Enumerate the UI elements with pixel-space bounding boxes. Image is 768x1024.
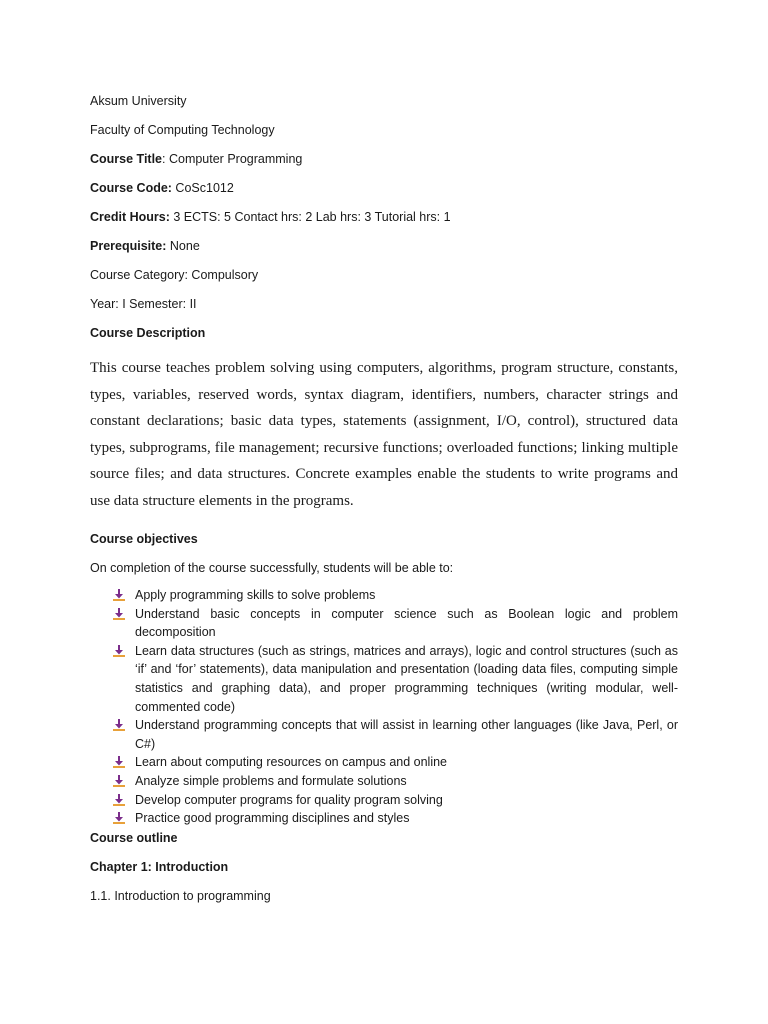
arrow-bullet-icon bbox=[113, 812, 125, 824]
prerequisite-line bbox=[90, 236, 678, 256]
list-item: Analyze simple problems and formulate solutions bbox=[135, 772, 678, 791]
course-code-value: CoSc1012 bbox=[171, 181, 234, 195]
course-objectives-heading: Course objectives bbox=[90, 532, 198, 546]
prerequisite-value: None bbox=[166, 239, 200, 253]
year-semester: Year: I Semester: II bbox=[90, 297, 197, 311]
arrow-bullet-icon bbox=[113, 589, 125, 601]
course-description-text: This course teaches problem solving using computers, algorithms, program structure, constants, types, variables, reserved words, syntax diagram, identifiers, numbers, character strings and constant declarations; basic data types, statements (assignment, I/O, control), structured data types, subprograms, file management; recursive functions; overloaded functions; linking multiple source files; and data structures. Concrete examples enable the students to write programs and use data structure elements in the programs. bbox=[90, 360, 678, 509]
list-item: Practice good programming disciplines and styles bbox=[135, 809, 678, 828]
arrow-bullet-icon bbox=[113, 645, 125, 657]
course-code-line bbox=[90, 178, 678, 198]
faculty-name: Faculty of Computing Technology bbox=[90, 123, 275, 137]
list-item: Learn about computing resources on campus and online bbox=[135, 753, 678, 772]
course-title-value: : Computer Programming bbox=[162, 152, 303, 166]
section-1-1: 1.1. Introduction to programming bbox=[90, 888, 271, 903]
list-item: Understand programming concepts that will assist in learning other languages (like Java, Perl, or C#) bbox=[135, 716, 678, 753]
credit-hours-value: 3 ECTS: 5 Contact hrs: 2 Lab hrs: 3 Tutorial hrs: 1 bbox=[169, 210, 451, 224]
course-outline-heading: Course outline bbox=[90, 830, 178, 845]
course-title-label: Course Title bbox=[90, 152, 163, 166]
course-code-label: Course Code: bbox=[90, 181, 172, 195]
arrow-bullet-icon bbox=[113, 794, 125, 806]
university-name: Aksum University bbox=[90, 94, 187, 108]
credit-hours-line bbox=[90, 207, 678, 227]
list-item: Learn data structures (such as strings, matrices and arrays), logic and control structures (such as ‘if’ and ‘for’ statements), data manipulation and presentation (loading data files, computing simple statistics and graphing data), and proper programming techniques (writing modular, well-commented code) bbox=[135, 642, 678, 716]
objectives-list bbox=[90, 586, 678, 828]
arrow-bullet-icon bbox=[113, 608, 125, 620]
course-category: Course Category: Compulsory bbox=[90, 268, 259, 282]
arrow-bullet-icon bbox=[113, 775, 125, 787]
prerequisite-label: Prerequisite: bbox=[90, 239, 167, 253]
objectives-intro: On completion of the course successfully, students will be able to: bbox=[90, 561, 454, 575]
list-item: Develop computer programs for quality program solving bbox=[135, 791, 678, 810]
course-description-heading: Course Description bbox=[90, 326, 206, 340]
list-item: Understand basic concepts in computer science such as Boolean logic and problem decomposition bbox=[135, 605, 678, 642]
list-item: Apply programming skills to solve problems bbox=[135, 586, 678, 605]
arrow-bullet-icon bbox=[113, 719, 125, 731]
chapter-1-heading: Chapter 1: Introduction bbox=[90, 859, 229, 874]
arrow-bullet-icon bbox=[113, 756, 125, 768]
credit-hours-label: Credit Hours: bbox=[90, 210, 170, 224]
course-title-line bbox=[90, 149, 678, 169]
document-page bbox=[90, 91, 678, 915]
